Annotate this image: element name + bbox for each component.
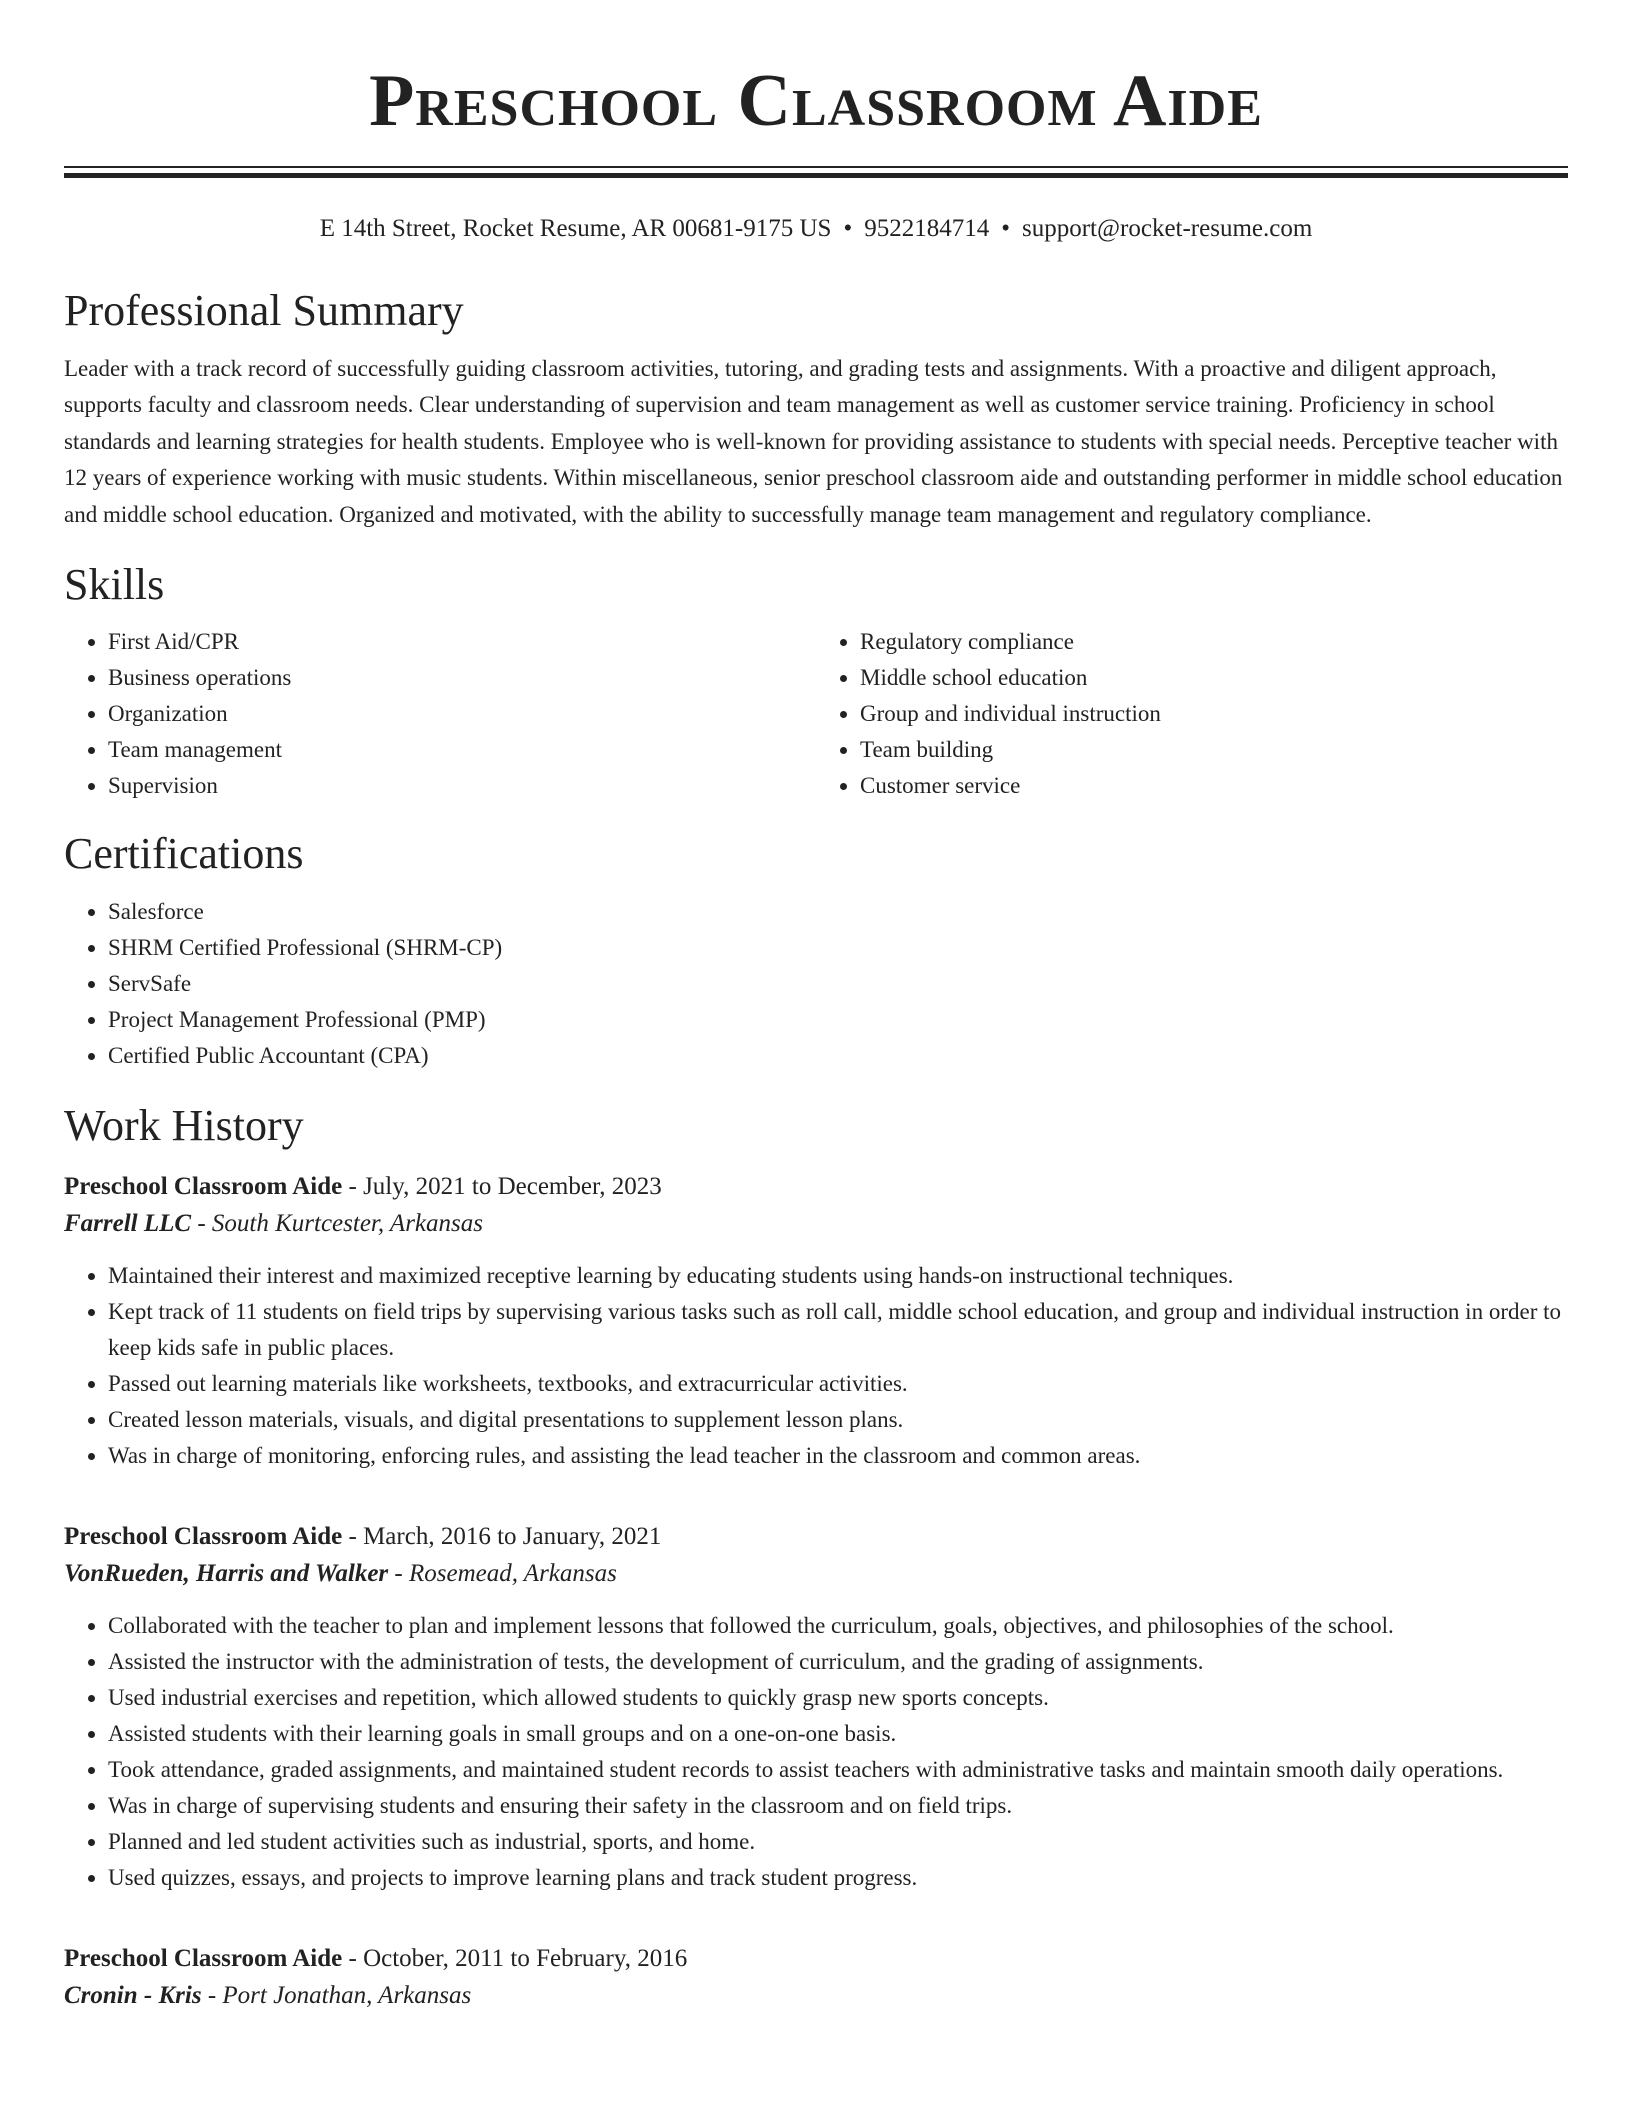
job-employer — [64, 1205, 1568, 1242]
job-duty: • Used industrial exercises and repetition, which allowed students to quickly grasp new sports concepts. — [108, 1680, 1568, 1716]
job-company: Farrell LLC — [64, 1210, 192, 1238]
job-duty: • Created lesson materials, visuals, and digital presentations to supplement lesson plans. — [108, 1402, 1568, 1438]
job-company: Cronin - Kris — [64, 1982, 202, 2010]
job-company: VonRueden, Harris and Walker — [64, 1560, 389, 1588]
contact-line — [64, 213, 1568, 245]
certification-item: • SHRM Certified Professional (SHRM-CP) — [108, 930, 1568, 966]
job-duty: • Assisted students with their learning goals in small groups and on a one-on-one basis. — [108, 1716, 1568, 1752]
job-header — [64, 1168, 1568, 1205]
job-duty: • Maintained their interest and maximized receptive learning by educating students using hands-on instructional techniques. — [108, 1258, 1568, 1294]
job-duty: • Was in charge of supervising students and ensuring their safety in the classroom and on field trips. — [108, 1788, 1568, 1824]
certification-item: • Salesforce — [108, 894, 1568, 930]
job-entry — [64, 1518, 1568, 1896]
job-dates: - July, 2021 to December, 2023 — [342, 1173, 662, 1201]
certification-item: • Project Management Professional (PMP) — [108, 1002, 1568, 1038]
job-duty: • Took attendance, graded assignments, and maintained student records to assist teachers with administrative tasks and maintain smooth daily operations. — [108, 1752, 1568, 1788]
skill-item: • Middle school education — [860, 660, 1568, 696]
skills-list-left — [64, 624, 816, 804]
skill-item: • Group and individual instruction — [860, 696, 1568, 732]
skill-item: • Team building — [860, 732, 1568, 768]
job-dates: - March, 2016 to January, 2021 — [342, 1523, 662, 1551]
job-title: Preschool Classroom Aide — [64, 1173, 343, 1201]
certifications-heading: Certifications — [64, 829, 304, 879]
contact-address: E 14th Street, Rocket Resume, AR 00681-9175 US — [319, 215, 832, 242]
job-duties-list — [64, 1608, 1568, 1896]
skills-columns — [64, 624, 1568, 804]
summary-text: Leader with a track record of successfully guiding classroom activities, tutoring, and grading tests and assignments. With a proactive and diligent approach, supports faculty and classroom needs. Clear understanding of supervision and team management as well as customer service training. Proficiency in school standards and learning strategies for health students. Employee who is well-known for providing assistance to students with special needs. Perceptive teacher with 12 years of experience working with music students. Within miscellaneous, senior preschool classroom aide and outstanding performer in middle school education and middle school education. Organized and motivated, with the ability to successfully manage team management and regulatory compliance. — [64, 356, 1563, 527]
job-duty: • Used quizzes, essays, and projects to improve learning plans and track student progress. — [108, 1860, 1568, 1896]
job-duty: • Assisted the instructor with the administration of tests, the development of curriculum, and the grading of assignments. — [108, 1644, 1568, 1680]
job-entry — [64, 1168, 1568, 1474]
job-header — [64, 1518, 1568, 1555]
skill-item: • Supervision — [108, 768, 816, 804]
job-employer — [64, 1977, 1568, 2014]
certification-item: • ServSafe — [108, 966, 1568, 1002]
skill-item: • Organization — [108, 696, 816, 732]
certifications-list — [64, 894, 1568, 1074]
contact-phone: 9522184714 — [864, 215, 990, 242]
skill-item: • Team management — [108, 732, 816, 768]
job-employer — [64, 1555, 1568, 1592]
job-location: - Port Jonathan, Arkansas — [201, 1982, 472, 2010]
job-location: - South Kurtcester, Arkansas — [191, 1210, 483, 1238]
skill-item: • Business operations — [108, 660, 816, 696]
job-title: Preschool Classroom Aide — [64, 1523, 343, 1551]
job-duty: • Was in charge of monitoring, enforcing rules, and assisting the lead teacher in the classroom and common areas. — [108, 1438, 1568, 1474]
contact-email: support@rocket-resume.com — [1022, 215, 1313, 242]
skills-heading: Skills — [64, 560, 165, 610]
skill-item: • First Aid/CPR — [108, 624, 816, 660]
skill-item: • Customer service — [860, 768, 1568, 804]
contact-separator: • — [1001, 215, 1010, 242]
job-header — [64, 1940, 1568, 1977]
job-duty: • Planned and led student activities such as industrial, sports, and home. — [108, 1824, 1568, 1860]
job-duty: • Passed out learning materials like worksheets, textbooks, and extracurricular activities. — [108, 1366, 1568, 1402]
summary-heading: Professional Summary — [64, 286, 464, 335]
job-duty: • Collaborated with the teacher to plan and implement lessons that followed the curriculum, goals, objectives, and philosophies of the school. — [108, 1608, 1568, 1644]
job-dates: - October, 2011 to February, 2016 — [342, 1945, 688, 1973]
certification-item: • Certified Public Accountant (CPA) — [108, 1038, 1568, 1074]
work-history-heading: Work History — [64, 1101, 304, 1151]
page-title: Preschool Classroom Aide — [369, 60, 1263, 142]
skills-list-right — [816, 624, 1568, 804]
job-location: - Rosemead, Arkansas — [388, 1560, 617, 1588]
job-duties-list — [64, 1258, 1568, 1474]
skill-item: • Regulatory compliance — [860, 624, 1568, 660]
title-divider-thick — [64, 173, 1568, 178]
contact-separator: • — [843, 215, 853, 242]
job-duty: • Kept track of 11 students on field trips by supervising various tasks such as roll call, middle school education, and group and individual instruction in order to keep kids safe in public places. — [108, 1294, 1568, 1366]
title-divider-thin — [64, 166, 1568, 168]
job-entry — [64, 1940, 1568, 2014]
job-title: Preschool Classroom Aide — [64, 1945, 343, 1973]
